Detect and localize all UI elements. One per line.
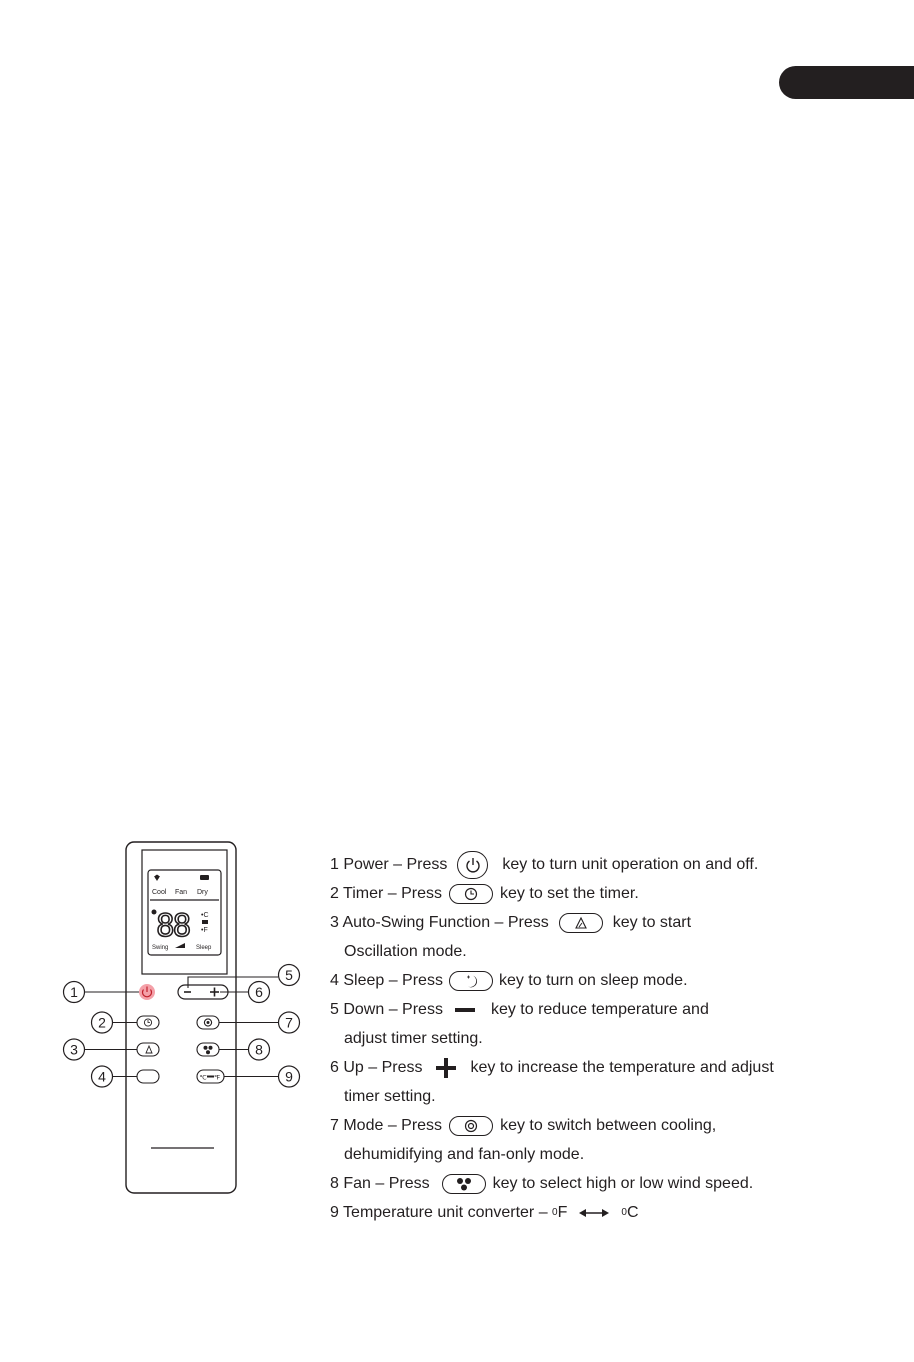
swing-icon bbox=[559, 913, 603, 933]
remote-illustration bbox=[50, 835, 310, 1200]
svg-text:1: 1 bbox=[70, 984, 78, 1000]
legend-timer: 2 Timer – Press key to set the timer. bbox=[330, 885, 639, 902]
mode-button[interactable] bbox=[197, 1016, 219, 1029]
lcd-label-dry: Dry bbox=[197, 889, 208, 896]
key-legend bbox=[330, 850, 900, 1227]
legend-power: 1 Power – Press key to turn unit operation on and off. bbox=[330, 850, 900, 879]
fan-button[interactable] bbox=[197, 1043, 219, 1056]
lcd-label-cool: Cool bbox=[152, 889, 167, 896]
power-button[interactable] bbox=[139, 984, 155, 1000]
legend-mode: 7 Mode – Press key to switch between cooling, bbox=[330, 1117, 717, 1134]
legend-sleep: 4 Sleep – Press key to turn on sleep mode. bbox=[330, 972, 688, 989]
power-icon bbox=[457, 851, 488, 879]
timer-button[interactable] bbox=[137, 1016, 159, 1029]
lcd-label-sleep: Sleep bbox=[196, 945, 212, 951]
legend-mode-cont: dehumidifying and fan-only mode. bbox=[344, 1146, 585, 1163]
swing-button[interactable] bbox=[137, 1043, 159, 1056]
section-tab bbox=[779, 66, 914, 99]
legend-swing: 3 Auto-Swing Function – Press key to start bbox=[330, 914, 692, 931]
battery-icon bbox=[200, 875, 209, 880]
minus-icon bbox=[455, 1007, 475, 1013]
lcd-fan-speed-icon bbox=[202, 920, 208, 924]
svg-text:8: 8 bbox=[255, 1041, 263, 1058]
svg-text:7: 7 bbox=[285, 1014, 293, 1031]
clock-icon bbox=[449, 884, 493, 904]
legend-up-cont: timer setting. bbox=[344, 1088, 436, 1105]
lcd-unit-c: •C bbox=[201, 912, 209, 919]
lcd-unit-f: •F bbox=[201, 927, 208, 934]
legend-up: 6 Up – Press key to increase the temperature and adjust bbox=[330, 1059, 774, 1076]
plus-icon bbox=[436, 1058, 456, 1078]
lcd-label-swing: Swing bbox=[152, 945, 169, 951]
fan-icon bbox=[442, 1174, 486, 1194]
mode-icon bbox=[449, 1116, 493, 1136]
legend-fan: 8 Fan – Press key to select high or low wind speed. bbox=[330, 1175, 754, 1192]
legend-swing-cont: Oscillation mode. bbox=[344, 943, 467, 960]
double-arrow-icon bbox=[579, 1208, 609, 1218]
svg-text:3: 3 bbox=[70, 1041, 78, 1058]
legend-down-cont: adjust timer setting. bbox=[344, 1030, 483, 1047]
svg-text:4: 4 bbox=[98, 1068, 106, 1085]
lcd-label-fan: Fan bbox=[175, 889, 188, 896]
svg-text:5: 5 bbox=[285, 967, 293, 983]
unit-c-label: ℃ bbox=[199, 1074, 207, 1082]
svg-text:9: 9 bbox=[285, 1068, 293, 1085]
legend-converter: 9 Temperature unit converter – 0 F 0 C bbox=[330, 1204, 639, 1221]
svg-text:6: 6 bbox=[255, 984, 263, 1000]
unit-converter-button[interactable] bbox=[197, 1070, 224, 1083]
sleep-button[interactable] bbox=[137, 1070, 159, 1083]
legend-down: 5 Down – Press key to reduce temperature and bbox=[330, 1001, 709, 1018]
moon-icon bbox=[449, 971, 493, 991]
svg-text:2: 2 bbox=[98, 1014, 106, 1031]
lcd-digits: 88 bbox=[156, 908, 190, 944]
unit-f-label: ℉ bbox=[214, 1074, 221, 1082]
